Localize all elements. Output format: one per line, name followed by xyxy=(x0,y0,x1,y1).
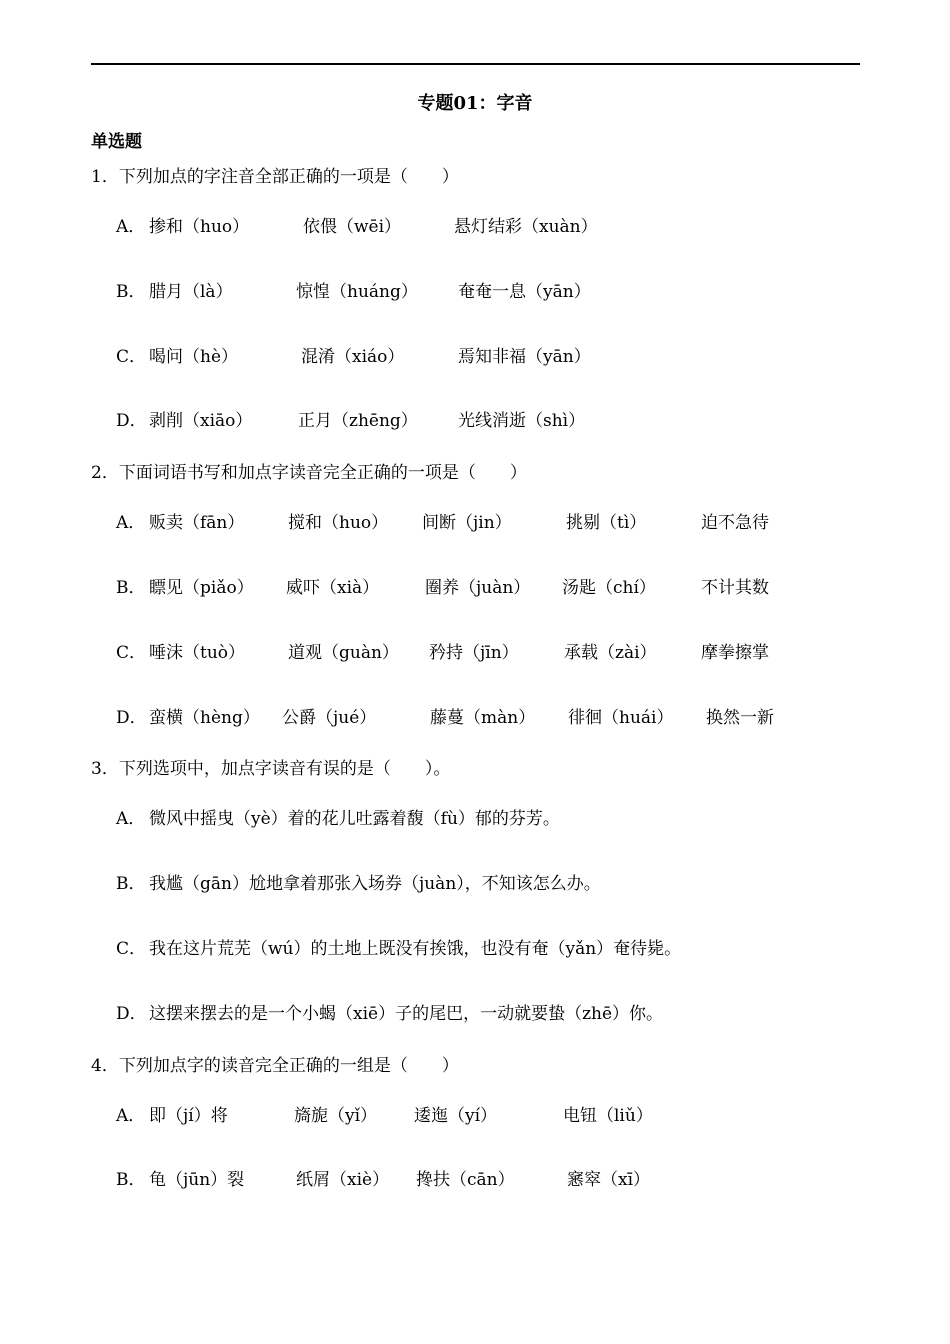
option-item: 汤匙（chí） xyxy=(562,578,656,598)
option-label: A． xyxy=(116,217,146,237)
option-label: D． xyxy=(116,411,147,431)
option-item: 挑剔（tì） xyxy=(566,513,647,533)
question-stem: 3．下列选项中，加点字读音有误的是（ ）。 xyxy=(91,759,451,779)
option-item: 剥削（xiāo） xyxy=(149,411,253,431)
option-item: 矜持（jīn） xyxy=(429,643,519,663)
option-item: 悬灯结彩（xuàn） xyxy=(454,217,598,237)
option-label: A． xyxy=(116,1106,146,1126)
option-item: 不计其数 xyxy=(701,578,769,598)
option-item: 掺和（huo） xyxy=(149,217,250,237)
option-label: C． xyxy=(116,643,147,663)
option-item: 威吓（xià） xyxy=(286,578,380,598)
option-label: D． xyxy=(116,708,147,728)
page-title: 专题01：字音 xyxy=(417,93,533,114)
option-item: 旖旎（yǐ） xyxy=(294,1106,378,1126)
option-item: 窸窣（xī） xyxy=(567,1170,651,1190)
option-item: 腊月（là） xyxy=(149,282,233,302)
option-label: B． xyxy=(116,1170,146,1190)
option-label: C． xyxy=(116,347,147,367)
option-item: 奄奄一息（yān） xyxy=(458,282,591,302)
option-item: 徘徊（huái） xyxy=(568,708,674,728)
option-text: 微风中摇曳（yè）着的花儿吐露着馥（fù）郁的芬芳。 xyxy=(149,809,560,829)
section-heading: 单选题 xyxy=(91,132,142,152)
option-item: 道观（guàn） xyxy=(288,643,399,663)
option-label: B． xyxy=(116,282,146,302)
option-item: 纸屑（xiè） xyxy=(296,1170,390,1190)
option-label: A． xyxy=(116,513,146,533)
option-item: 换然一新 xyxy=(706,708,774,728)
option-item: 龟（jūn）裂 xyxy=(149,1170,245,1190)
option-item: 搅和（huo） xyxy=(288,513,389,533)
option-item: 光线消逝（shì） xyxy=(458,411,586,431)
option-label: B． xyxy=(116,874,146,894)
question-stem: 2．下面词语书写和加点字读音完全正确的一项是（ ） xyxy=(91,463,527,483)
option-item: 依偎（wēi） xyxy=(303,217,402,237)
option-item: 喝问（hè） xyxy=(149,347,239,367)
option-item: 间断（jin） xyxy=(422,513,512,533)
option-label: A． xyxy=(116,809,146,829)
option-label: B． xyxy=(116,578,146,598)
option-item: 迫不急待 xyxy=(701,513,769,533)
option-item: 即（jí）将 xyxy=(149,1106,228,1126)
option-item: 瞟见（piǎo） xyxy=(149,578,254,598)
option-item: 混淆（xiáo） xyxy=(301,347,405,367)
question-stem: 4．下列加点字的读音完全正确的一组是（ ） xyxy=(91,1056,459,1076)
option-item: 蛮横（hèng） xyxy=(149,708,260,728)
option-item: 惊惶（huáng） xyxy=(296,282,418,302)
option-item: 藤蔓（màn） xyxy=(430,708,536,728)
option-item: 电钮（liǔ） xyxy=(563,1106,653,1126)
question-stem: 1．下列加点的字注音全部正确的一项是（ ） xyxy=(91,167,459,187)
option-item: 贩卖（fān） xyxy=(149,513,245,533)
option-text: 这摆来摆去的是一个小蝎（xiē）子的尾巴，一动就要蛰（zhē）你。 xyxy=(149,1004,664,1024)
option-item: 搀扶（cān） xyxy=(416,1170,515,1190)
option-item: 公爵（jué） xyxy=(282,708,377,728)
option-item: 摩拳擦掌 xyxy=(701,643,769,663)
header-rule xyxy=(91,63,860,65)
option-item: 正月（zhēng） xyxy=(298,411,418,431)
option-item: 承载（zài） xyxy=(564,643,657,663)
option-text: 我尴（gān）尬地拿着那张入场券（juàn），不知该怎么办。 xyxy=(149,874,601,894)
option-item: 圈养（juàn） xyxy=(425,578,531,598)
option-item: 焉知非福（yān） xyxy=(458,347,591,367)
option-item: 唾沫（tuò） xyxy=(149,643,246,663)
option-label: D． xyxy=(116,1004,147,1024)
option-text: 我在这片荒芜（wú）的土地上既没有挨饿，也没有奄（yǎn）奄待毙。 xyxy=(149,939,682,959)
option-item: 逶迤（yí） xyxy=(414,1106,498,1126)
option-label: C． xyxy=(116,939,147,959)
